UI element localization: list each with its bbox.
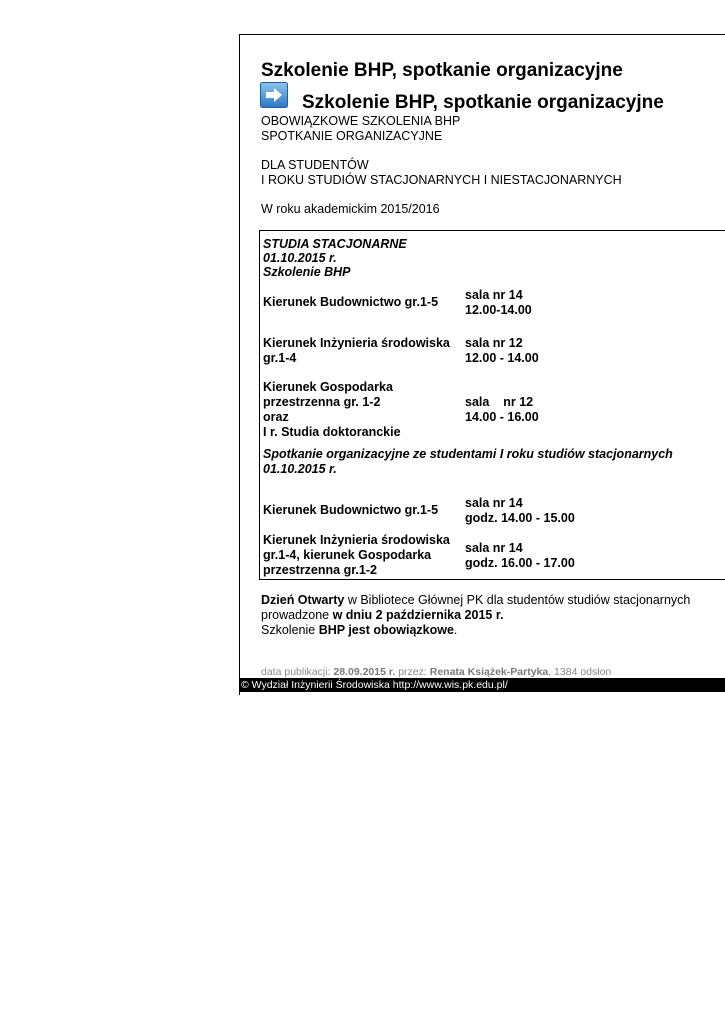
intro-line: SPOTKANIE ORGANIZACYJNE bbox=[261, 129, 443, 143]
section-heading: Spotkanie organizacyjne ze studentami I roku studiów stacjonarnych bbox=[263, 447, 673, 461]
publication-date: 28.09.2015 r. bbox=[333, 666, 396, 678]
library-line bbox=[261, 593, 690, 608]
meta-label: przez: bbox=[395, 666, 430, 678]
section-label: Szkolenie BHP bbox=[263, 265, 351, 279]
intro-line: DLA STUDENTÓW bbox=[261, 158, 369, 172]
library-text: prowadzone bbox=[261, 608, 333, 622]
row-name: gr.1-4, kierunek Gospodarka bbox=[263, 548, 432, 562]
library-line bbox=[261, 623, 457, 638]
row-room: sala nr 14 bbox=[465, 541, 523, 555]
intro-line: I ROKU STUDIÓW STACJONARNYCH I NIESTACJONARNYCH bbox=[261, 173, 622, 187]
row-name: I r. Studia doktoranckie bbox=[263, 425, 401, 439]
row-time: 12.00 - 14.00 bbox=[465, 351, 539, 365]
arrow-right-icon bbox=[260, 82, 288, 108]
row-room: sala nr 12 bbox=[465, 395, 534, 409]
row-name: gr.1-4 bbox=[263, 351, 297, 365]
row-time: 12.00-14.00 bbox=[465, 303, 532, 317]
row-name: Kierunek Gospodarka bbox=[263, 380, 393, 394]
row-time: godz. 14.00 - 15.00 bbox=[465, 511, 575, 525]
document-page bbox=[239, 34, 725, 695]
meta-label: data publikacji: bbox=[261, 666, 334, 678]
row-room: sala nr 14 bbox=[465, 496, 523, 510]
row-room: sala nr 14 bbox=[465, 288, 523, 302]
row-name: oraz bbox=[263, 410, 289, 424]
row-name: Kierunek Budownictwo gr.1-5 bbox=[263, 503, 439, 517]
footer-bar: © Wydział Inżynierii Środowiska http://www.wis.pk.edu.pl/ bbox=[239, 678, 725, 692]
library-line bbox=[261, 608, 503, 623]
author-link[interactable]: Renata Książek-Partyka bbox=[429, 666, 549, 678]
intro-line: OBOWIĄZKOWE SZKOLENIA BHP bbox=[261, 114, 461, 128]
schedule-table bbox=[259, 230, 725, 580]
row-name: przestrzenna gr. 1-2 bbox=[263, 395, 381, 409]
row-time: 14.00 - 16.00 bbox=[465, 410, 539, 424]
row-name: Kierunek Inżynieria środowiska bbox=[263, 336, 450, 350]
library-text: w Bibliotece Głównej PK dla studentów studiów stacjonarnych bbox=[344, 593, 691, 607]
row-time: godz. 16.00 - 17.00 bbox=[465, 556, 575, 570]
library-date: w dniu 2 października 2015 r. bbox=[332, 608, 504, 622]
section-heading: STUDIA STACJONARNE bbox=[263, 237, 407, 251]
row-name: Kierunek Budownictwo gr.1-5 bbox=[263, 295, 439, 309]
library-event-name: Dzień Otwarty bbox=[261, 593, 345, 607]
article-title: Szkolenie BHP, spotkanie organizacyjne bbox=[302, 92, 664, 113]
mandatory-note: BHP jest obowiązkowe bbox=[318, 623, 454, 637]
row-room: sala nr 12 bbox=[465, 336, 523, 350]
view-count: , 1384 odsłon bbox=[548, 666, 612, 678]
page-title: Szkolenie BHP, spotkanie organizacyjne bbox=[261, 60, 623, 81]
section-date: 01.10.2015 r. bbox=[263, 251, 337, 265]
section-date: 01.10.2015 r. bbox=[263, 462, 337, 476]
row-name: Kierunek Inżynieria środowiska bbox=[263, 533, 450, 547]
row-name: przestrzenna gr.1-2 bbox=[263, 563, 377, 577]
academic-year: W roku akademickim 2015/2016 bbox=[261, 202, 440, 216]
publication-meta bbox=[261, 666, 611, 678]
library-text: . bbox=[453, 623, 458, 637]
library-text: Szkolenie bbox=[261, 623, 319, 637]
